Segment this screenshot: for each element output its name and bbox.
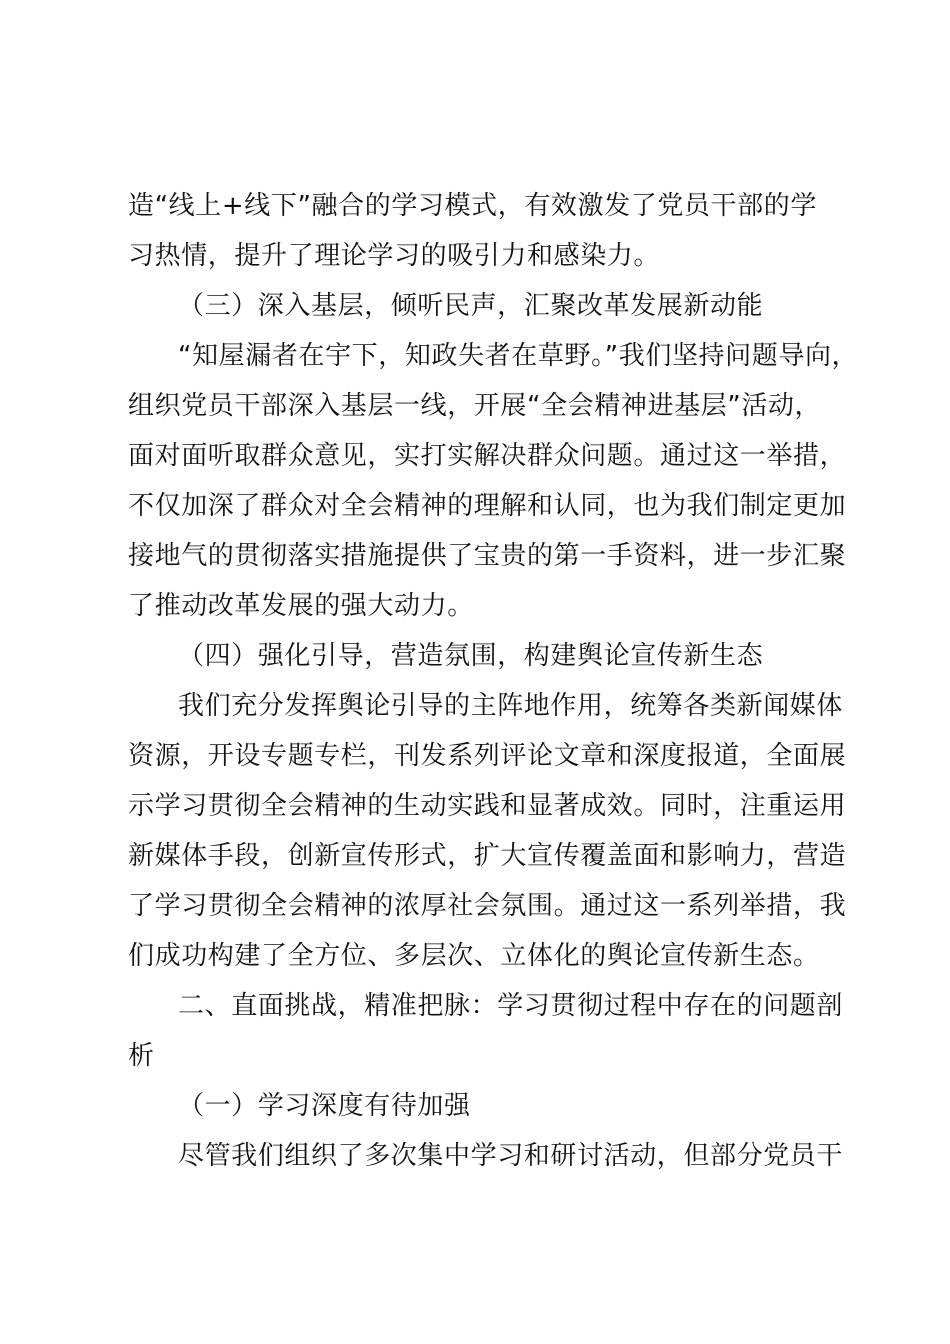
section-heading-3: （三）深入基层，倾听民声，汇聚改革发展新动能 bbox=[178, 291, 764, 321]
text-line-12: 资源，开设专题专栏，刊发系列评论文章和深度报道，全面展 bbox=[128, 741, 847, 771]
text-line-9: 了推动改革发展的强大动力。 bbox=[128, 591, 474, 621]
text-line-6: 面对面听取群众意见，实打实解决群众问题。通过这一举措， bbox=[128, 441, 847, 471]
text-line-11: 我们充分发挥舆论引导的主阵地作用，统筹各类新闻媒体 bbox=[178, 691, 844, 721]
text-line-2: 习热情，提升了理论学习的吸引力和感染力。 bbox=[128, 241, 661, 271]
text-line-7: 不仅加深了群众对全会精神的理解和认同，也为我们制定更加 bbox=[128, 491, 847, 521]
section-heading-1: （一）学习深度有待加强 bbox=[178, 1091, 471, 1121]
text-line-1: 造“线上+线下”融合的学习模式，有效激发了党员干部的学 bbox=[128, 191, 817, 221]
text-line-20: 尽管我们组织了多次集中学习和研讨活动，但部分党员干 bbox=[178, 1141, 844, 1171]
text-line-8: 接地气的贯彻落实措施提供了宝贵的第一手资料，进一步汇聚 bbox=[128, 541, 847, 571]
text-line-5: 组织党员干部深入基层一线，开展“全会精神进基层”活动， bbox=[128, 391, 822, 421]
text-line-4: “知屋漏者在宇下，知政失者在草野。”我们坚持问题导向， bbox=[178, 341, 859, 371]
chapter-heading-2: 二、直面挑战，精准把脉：学习贯彻过程中存在的问题剖 bbox=[178, 991, 844, 1021]
section-heading-4: （四）强化引导，营造氛围，构建舆论宣传新生态 bbox=[178, 641, 764, 671]
text-line-15: 了学习贯彻全会精神的浓厚社会氛围。通过这一系列举措，我 bbox=[128, 891, 847, 921]
text-line-16: 们成功构建了全方位、多层次、立体化的舆论宣传新生态。 bbox=[128, 941, 820, 971]
chapter-heading-2-continued: 析 bbox=[128, 1041, 155, 1071]
text-line-14: 新媒体手段，创新宣传形式，扩大宣传覆盖面和影响力，营造 bbox=[128, 841, 847, 871]
text-line-13: 示学习贯彻全会精神的生动实践和显著成效。同时，注重运用 bbox=[128, 791, 847, 821]
